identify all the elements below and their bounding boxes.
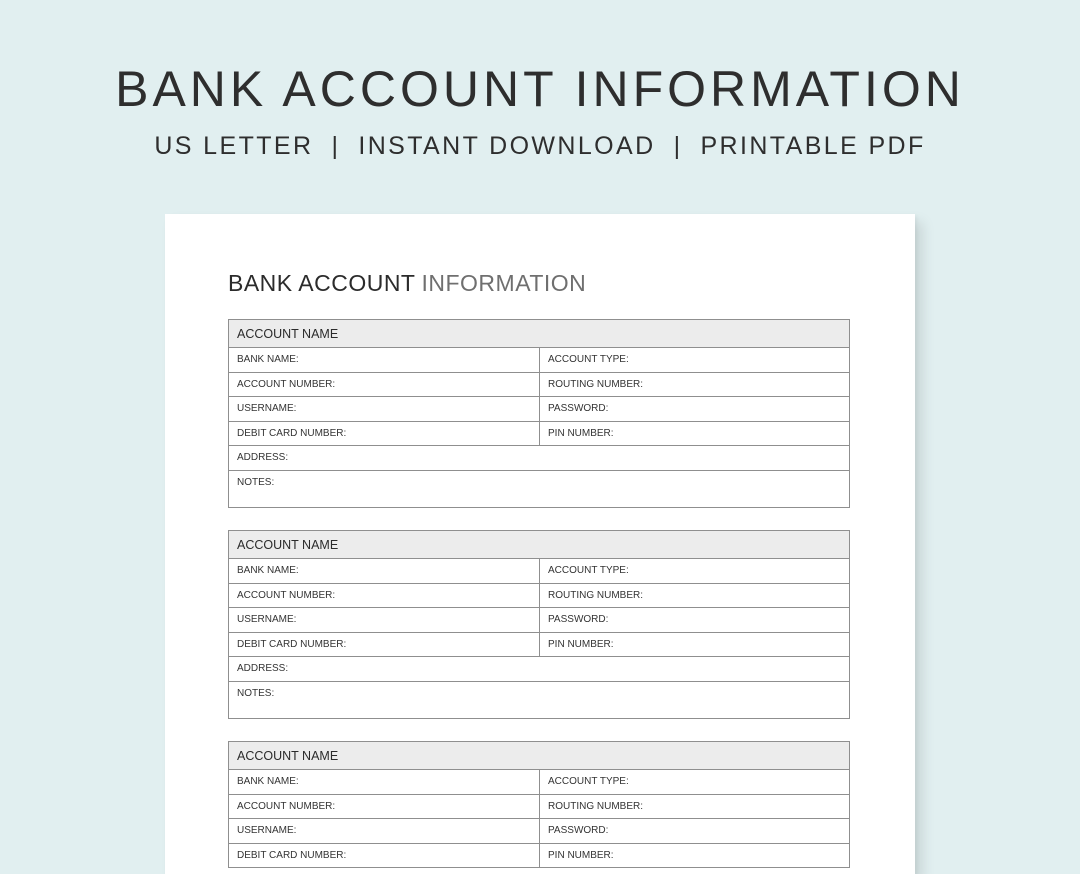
subtitle-separator: | — [331, 132, 341, 160]
password-field[interactable]: PASSWORD: — [548, 825, 609, 837]
account-number-field[interactable]: ACCOUNT NUMBER: — [229, 373, 540, 397]
bank-name-field[interactable]: BANK NAME: — [229, 348, 540, 372]
account-name-label: ACCOUNT NAME — [237, 326, 339, 341]
hero-title: BANK ACCOUNT INFORMATION — [115, 61, 965, 117]
routing-number-field[interactable]: ROUTING NUMBER: — [548, 378, 643, 390]
username-field[interactable]: USERNAME: — [229, 608, 540, 632]
form-row — [229, 607, 849, 632]
form-row — [229, 769, 849, 794]
notes-field[interactable]: NOTES: — [237, 687, 275, 699]
subtitle-type: PRINTABLE PDF — [700, 132, 926, 160]
debit-card-number-field[interactable]: DEBIT CARD NUMBER: — [229, 844, 540, 868]
account-block — [228, 741, 850, 868]
form-row — [229, 656, 849, 681]
form-row — [229, 818, 849, 843]
account-name-row — [229, 742, 849, 769]
account-name-row — [229, 531, 849, 558]
account-type-field[interactable]: ACCOUNT TYPE: — [548, 354, 629, 366]
notes-field[interactable]: NOTES: — [237, 476, 275, 488]
debit-card-number-field[interactable]: DEBIT CARD NUMBER: — [229, 422, 540, 446]
bank-name-field[interactable]: BANK NAME: — [229, 770, 540, 794]
account-block — [228, 319, 850, 508]
debit-card-number-field[interactable]: DEBIT CARD NUMBER: — [229, 633, 540, 657]
form-row — [229, 843, 849, 868]
routing-number-field[interactable]: ROUTING NUMBER: — [548, 800, 643, 812]
account-number-field[interactable]: ACCOUNT NUMBER: — [229, 584, 540, 608]
form-row — [229, 794, 849, 819]
form-row — [229, 421, 849, 446]
password-field[interactable]: PASSWORD: — [548, 614, 609, 626]
form-row — [229, 445, 849, 470]
bank-name-field[interactable]: BANK NAME: — [229, 559, 540, 583]
pin-number-field[interactable]: PIN NUMBER: — [548, 638, 614, 650]
account-number-field[interactable]: ACCOUNT NUMBER: — [229, 795, 540, 819]
subtitle-delivery: INSTANT DOWNLOAD — [358, 132, 656, 160]
subtitle-format: US LETTER — [154, 132, 314, 160]
form-row — [229, 583, 849, 608]
form-row — [229, 396, 849, 421]
password-field[interactable]: PASSWORD: — [548, 403, 609, 415]
address-field[interactable]: ADDRESS: — [237, 452, 289, 464]
form-row — [229, 470, 849, 507]
form-row — [229, 681, 849, 718]
form-row — [229, 372, 849, 397]
document-title — [228, 270, 586, 298]
username-field[interactable]: USERNAME: — [229, 819, 540, 843]
document-page — [165, 214, 915, 874]
account-name-row — [229, 320, 849, 347]
account-type-field[interactable]: ACCOUNT TYPE: — [548, 565, 629, 577]
hero-subtitle — [0, 131, 1080, 161]
account-type-field[interactable]: ACCOUNT TYPE: — [548, 776, 629, 788]
form-row — [229, 347, 849, 372]
account-name-label: ACCOUNT NAME — [237, 748, 339, 763]
document-title-bold: BANK ACCOUNT — [228, 270, 416, 296]
subtitle-separator: | — [673, 132, 683, 160]
account-block — [228, 530, 850, 719]
account-name-label: ACCOUNT NAME — [237, 537, 339, 552]
form-row — [229, 632, 849, 657]
form-row — [229, 558, 849, 583]
routing-number-field[interactable]: ROUTING NUMBER: — [548, 589, 643, 601]
username-field[interactable]: USERNAME: — [229, 397, 540, 421]
address-field[interactable]: ADDRESS: — [237, 663, 289, 675]
document-title-light: INFORMATION — [421, 270, 587, 296]
pin-number-field[interactable]: PIN NUMBER: — [548, 427, 614, 439]
pin-number-field[interactable]: PIN NUMBER: — [548, 849, 614, 861]
